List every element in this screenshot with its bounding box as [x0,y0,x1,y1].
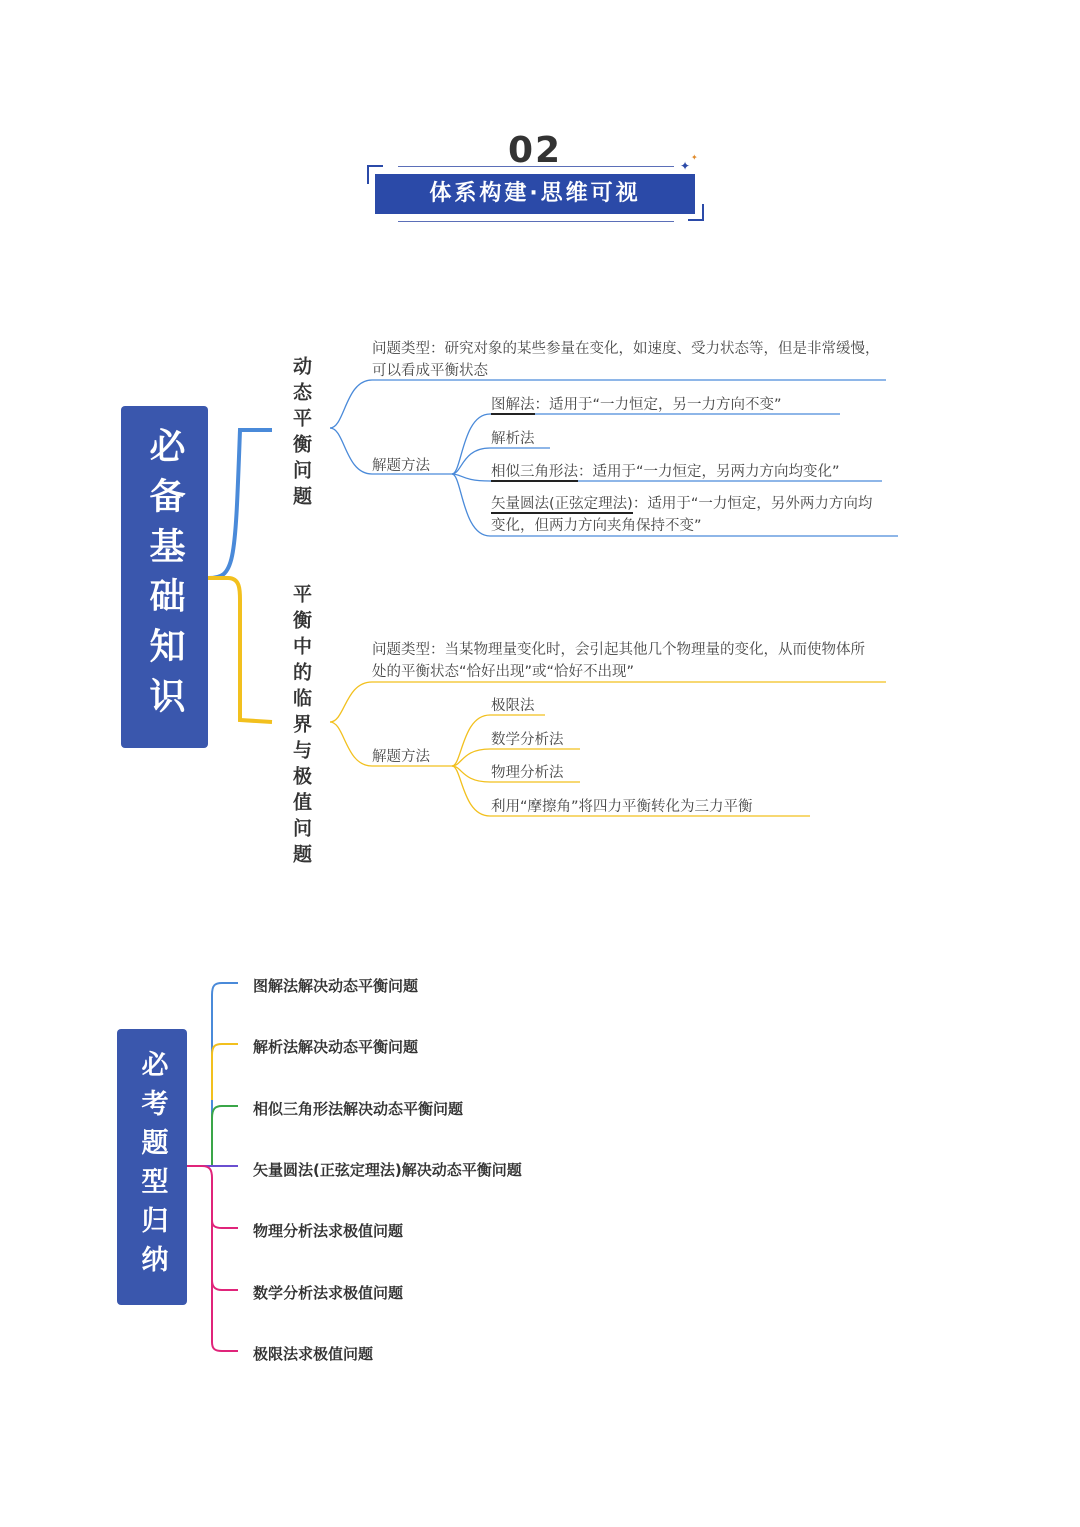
svg-text:✦: ✦ [680,159,691,173]
exam-item: 数学分析法求极值问题 [253,1284,404,1302]
exam-item: 图解法解决动态平衡问题 [253,977,419,995]
method-math-analysis: 数学分析法 [491,732,564,748]
method-limit: 极限法 [491,698,535,714]
solution-method-label: 解题方法 [372,749,430,765]
solution-method-label: 解题方法 [372,458,430,474]
svg-text:✦: ✦ [691,153,698,162]
exam-item: 相似三角形法解决动态平衡问题 [253,1100,464,1118]
method-similar-triangle [491,460,840,481]
section-exam-types: 必考题型归纳 [117,1029,187,1305]
exam-item: 物理分析法求极值问题 [253,1222,404,1240]
branch-dynamic-equilibrium: 动态平衡问题 [290,356,312,512]
method-analytic: 解析法 [491,431,535,447]
section-number: 02 [507,130,563,171]
section-title-banner: 体系构建·思维可视 [375,174,695,214]
method-name: 矢量圆法(正弦定理法) [491,496,633,512]
method-desc: ：适用于“一力恒定，另两力方向均变化” [578,464,840,480]
exam-item: 极限法求极值问题 [253,1345,374,1363]
method-graphical [491,393,782,414]
problem-type-text: 问题类型：当某物理量变化时，会引起其他几个物理量的变化，从而使物体所处的平衡状态“恰好出现”或“恰好不出现” [372,642,865,680]
method-name: 相似三角形法 [491,464,578,480]
problem-type-text: 问题类型：研究对象的某些参量在变化，如速度、受力状态等，但是非常缓慢，可以看成平衡状态 [372,341,880,379]
exam-item: 矢量圆法(正弦定理法)解决动态平衡问题 [253,1161,522,1179]
branch-critical-extreme: 平衡中的临界与极值问题 [290,584,312,870]
method-desc: ：适用于“一力恒定，另一力方向不变” [534,397,782,413]
method-vector-circle [491,493,886,537]
method-desc: ：适用于“一力恒定，另外两力方向均变化，但两力方向夹角保持不变” [491,496,873,534]
exam-item: 解析法解决动态平衡问题 [253,1038,419,1056]
method-friction-angle: 利用“摩擦角”将四力平衡转化为三力平衡 [491,799,753,815]
method-physics-analysis: 物理分析法 [491,765,564,781]
section-essential-knowledge: 必备基础知识 [121,406,208,748]
method-name: 图解法 [491,397,535,413]
